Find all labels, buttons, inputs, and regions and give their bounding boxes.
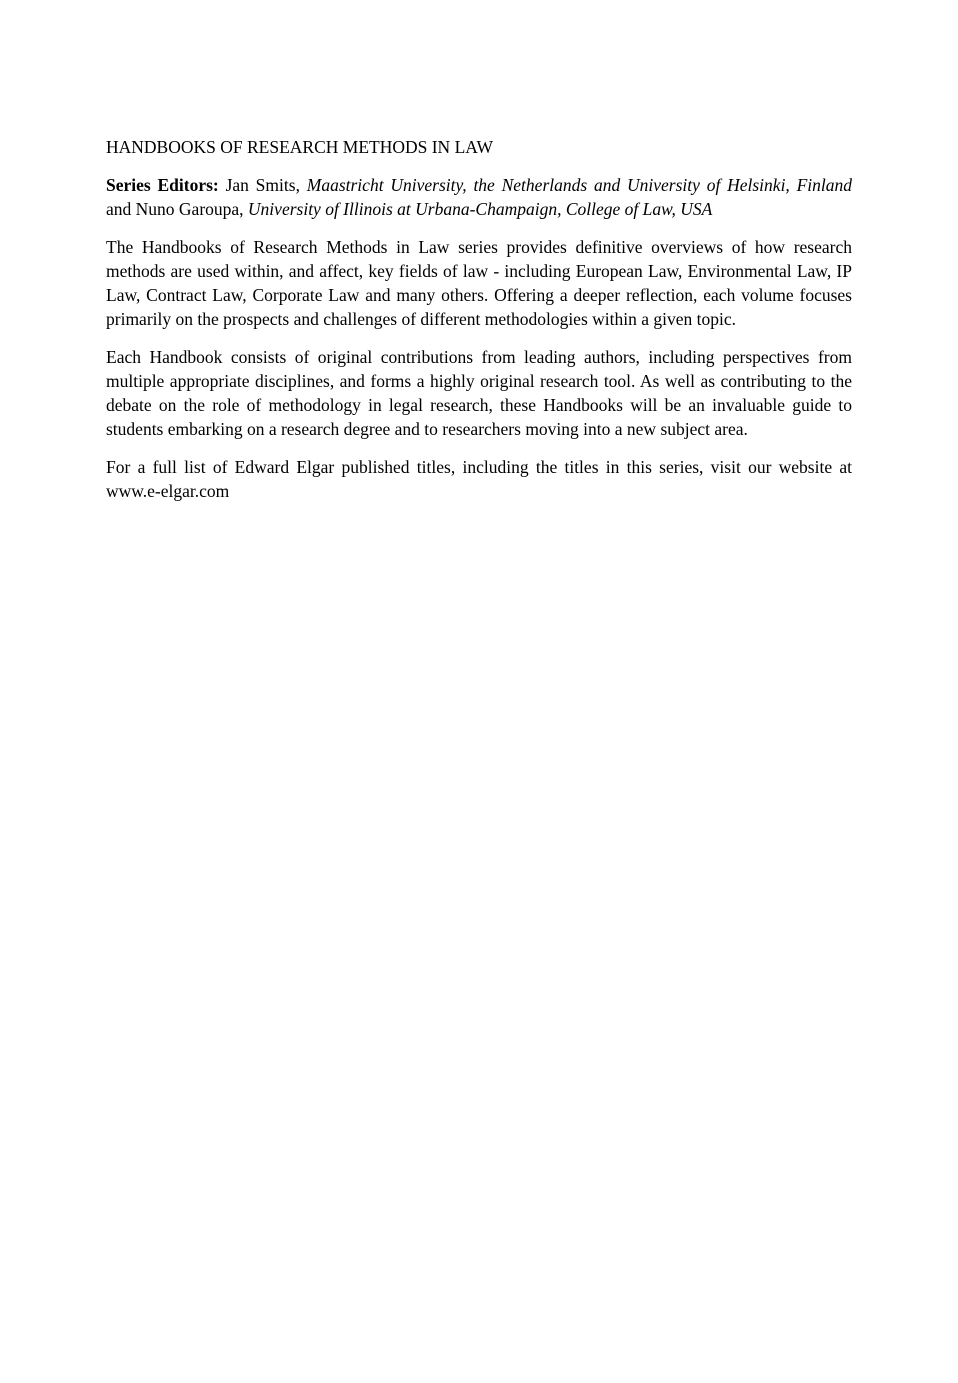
series-editors [106,173,852,221]
editor1-name: Jan Smits, [225,175,300,195]
series-title: HANDBOOKS OF RESEARCH METHODS IN LAW [106,137,494,157]
editor2-name: Nuno Garoupa, [135,199,244,219]
page-content [106,135,852,517]
handbook-contents-paragraph: Each Handbook consists of original contributions from leading authors, including perspectives from multiple appropriate disciplines, and forms a highly original research tool. As well as contributing to the debate on the role of methodology in legal research, these Handbooks will be an invaluable guide to students embarking on a research degree and to researchers moving into a new subject area. [106,347,852,439]
editor1-affiliation: Maastricht University, the Netherlands and University of Helsinki, Finland [306,175,853,195]
editor2-affiliation: University of Illinois at Urbana-Champaign, College of Law, USA [247,199,713,219]
publisher-website-paragraph: For a full list of Edward Elgar published titles, including the titles in this series, visit our website at www.e-elgar.com [106,457,852,501]
series-description-paragraph: The Handbooks of Research Methods in Law series provides definitive overviews of how research methods are used within, and affect, key fields of law - including European Law, Environmental Law, IP Law, Contract Law, Corporate Law and many others. Offering a deeper reflection, each volume focuses primarily on the prospects and challenges of different methodologies within a given topic. [106,237,852,329]
editors-conjunction: and [106,199,132,219]
series-editors-label: Series Editors: [106,175,219,195]
